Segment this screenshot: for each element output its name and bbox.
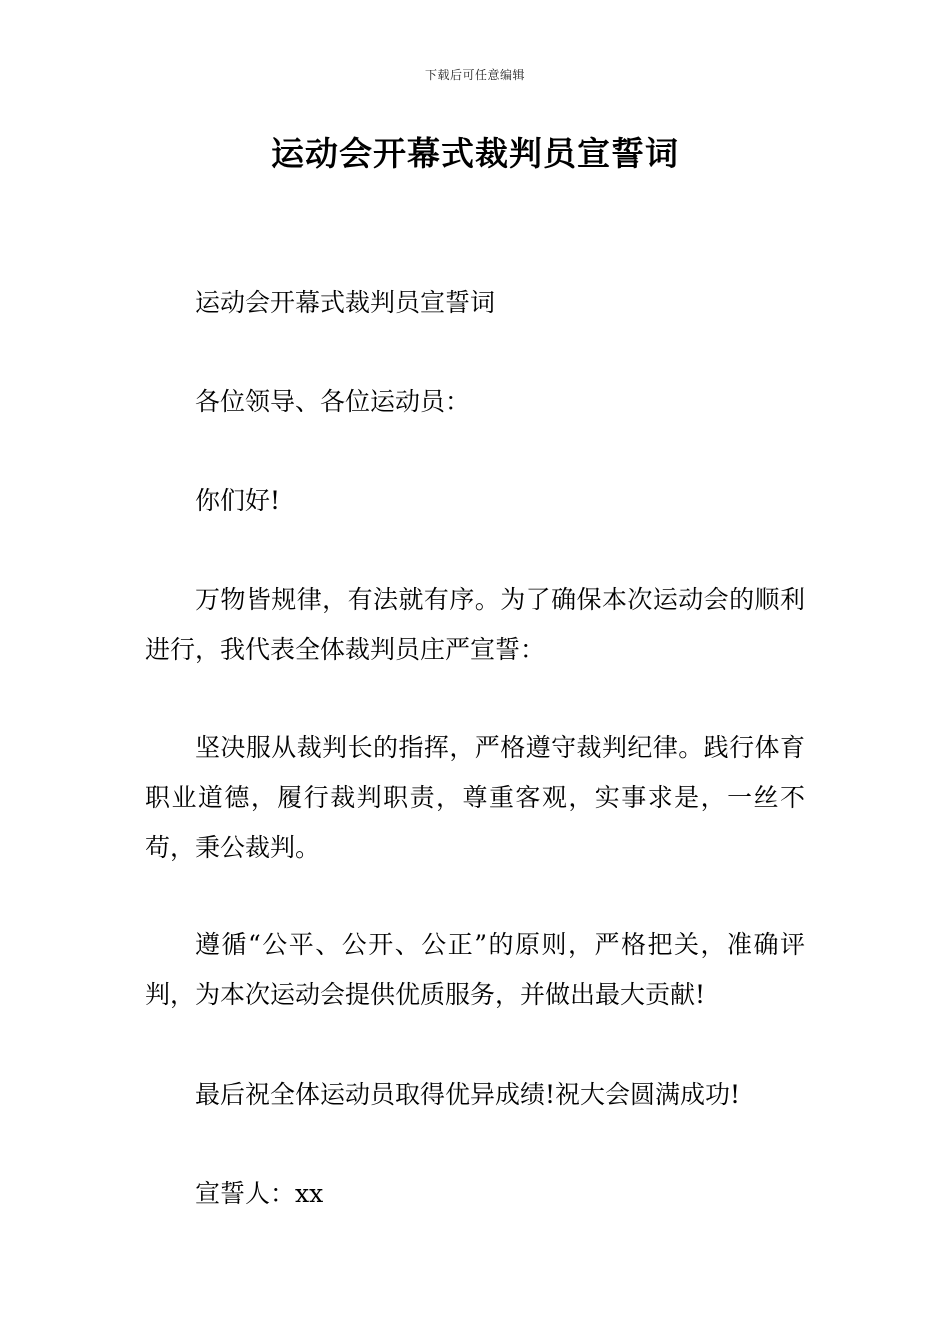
- paragraph-oath-2: 遵循“公平、公开、公正”的原则，严格把关，准确评判，为本次运动会提供优质服务，并做出最大贡献!: [145, 930, 805, 1009]
- paragraph-signature: 宣誓人：xx: [195, 1179, 324, 1208]
- document-title: 运动会开幕式裁判员宣誓词: [271, 134, 679, 173]
- paragraph-oath-1: 坚决服从裁判长的指挥，严格遵守裁判纪律。践行体育职业道德，履行裁判职责，尊重客观，实事求是，一丝不苟，秉公裁判。: [145, 733, 805, 862]
- paragraph-greeting: 你们好!: [195, 486, 281, 515]
- header-note: 下载后可任意编辑: [424, 68, 525, 82]
- paragraph-closing: 最后祝全体运动员取得优异成绩!祝大会圆满成功!: [195, 1080, 741, 1109]
- paragraph-salutation: 各位领导、各位运动员：: [195, 387, 471, 416]
- paragraph-subtitle: 运动会开幕式裁判员宣誓词: [195, 288, 496, 317]
- paragraph-intro: 万物皆规律，有法就有序。为了确保本次运动会的顺利进行，我代表全体裁判员庄严宣誓：: [145, 585, 805, 664]
